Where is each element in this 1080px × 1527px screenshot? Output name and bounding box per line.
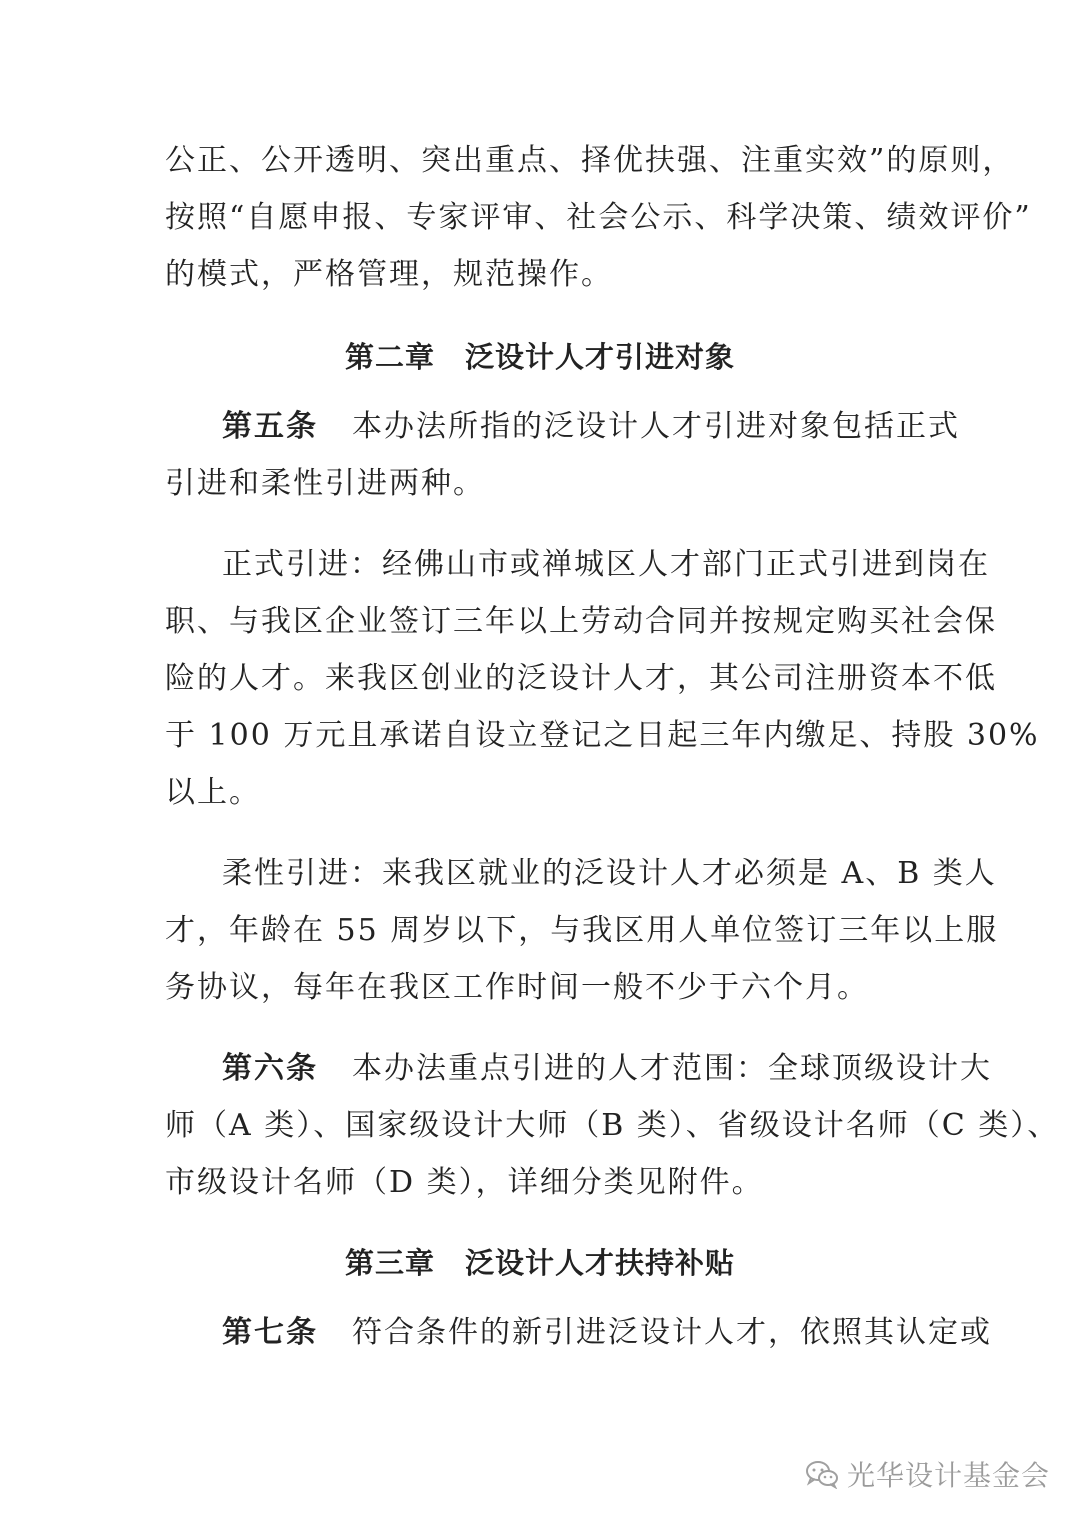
article-5-text: 本办法所指的泛设计人才引进对象包括正式 [352, 409, 960, 444]
paragraph-line: 务协议，每年在我区工作时间一般不少于六个月。 [165, 970, 869, 1005]
paragraph-line: 柔性引进：来我区就业的泛设计人才必须是 A、B 类人 [222, 856, 997, 891]
paragraph-line: 引进和柔性引进两种。 [165, 466, 485, 501]
article-7-line [222, 1311, 992, 1355]
article-5-line [222, 405, 960, 449]
article-6-label: 第六条 [222, 1051, 318, 1086]
article-6-line [222, 1047, 992, 1091]
paragraph-line: 才，年龄在 55 周岁以下，与我区用人单位签订三年以上服 [165, 913, 999, 948]
paragraph-line: 职、与我区企业签订三年以上劳动合同并按规定购买社会保 [165, 604, 997, 639]
article-5-label: 第五条 [222, 409, 318, 444]
paragraph-line: 公正、公开透明、突出重点、择优扶强、注重实效”的原则， [165, 143, 1015, 178]
watermark-text: 光华设计基金会 [846, 1459, 1050, 1492]
paragraph-line: 险的人才。来我区创业的泛设计人才，其公司注册资本不低 [165, 661, 997, 696]
article-6-text: 本办法重点引进的人才范围：全球顶级设计大 [352, 1051, 992, 1086]
article-7-label: 第七条 [222, 1315, 318, 1350]
paragraph-line: 于 100 万元且承诺自设立登记之日起三年内缴足、持股 30% [165, 718, 1040, 753]
paragraph-line: 按照“自愿申报、专家评审、社会公示、科学决策、绩效评价” [165, 200, 1032, 235]
paragraph-line: 师（A 类）、国家级设计大师（B 类）、省级设计名师（C 类）、 [165, 1108, 1060, 1143]
paragraph-line: 的模式，严格管理，规范操作。 [165, 257, 613, 292]
paragraph-line: 市级设计名师（D 类），详细分类见附件。 [165, 1165, 764, 1200]
chapter-heading-3: 第三章 泛设计人才扶持补贴 [344, 1246, 735, 1280]
chapter-heading-2: 第二章 泛设计人才引进对象 [344, 340, 735, 374]
paragraph-line: 正式引进：经佛山市或禅城区人才部门正式引进到岗在 [222, 547, 990, 582]
paragraph-line: 以上。 [165, 775, 261, 810]
watermark [805, 1452, 1050, 1496]
wechat-icon [805, 1459, 839, 1489]
article-7-text: 符合条件的新引进泛设计人才，依照其认定或 [352, 1315, 992, 1350]
